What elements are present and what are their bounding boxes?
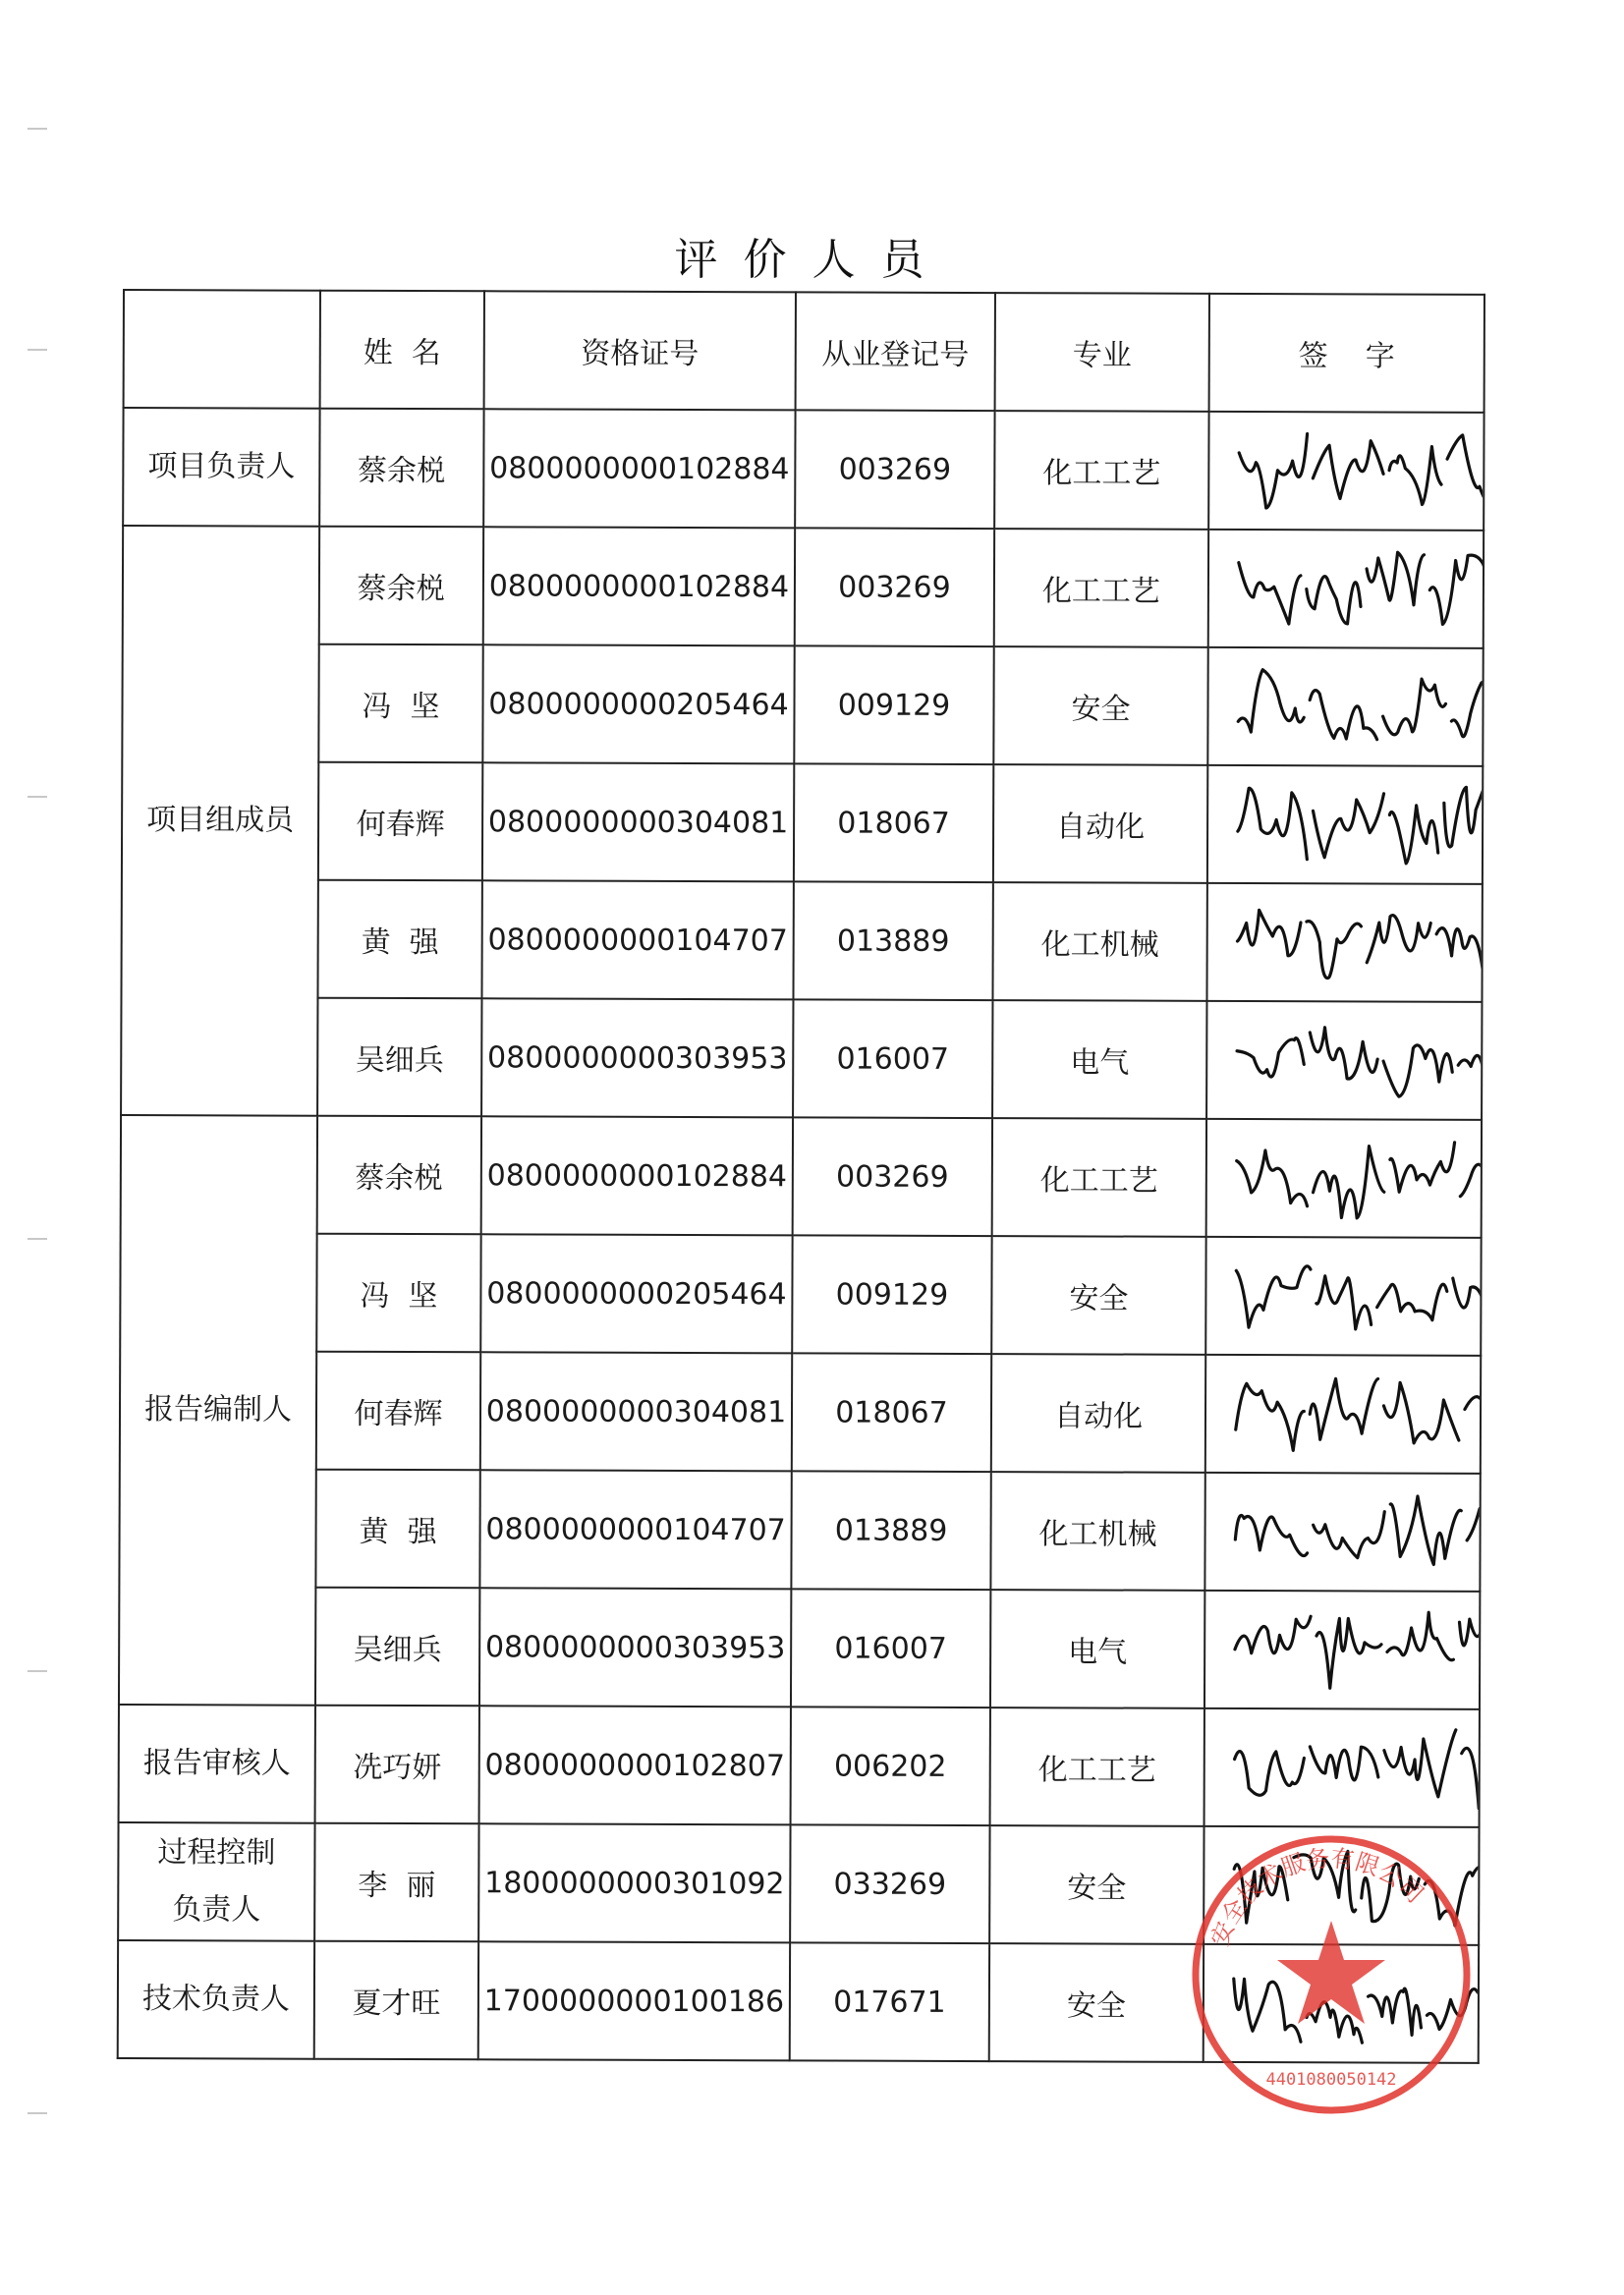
- table-row: [123, 526, 1484, 648]
- cert-no-cell: 0800000000102884: [483, 409, 795, 528]
- handwritten-signature: [1209, 531, 1483, 647]
- signature-cell: [1206, 1001, 1482, 1120]
- signature-stroke: [1235, 1493, 1480, 1567]
- signature-stroke: [1236, 1266, 1481, 1330]
- cert-no-cell: 0800000000102807: [479, 1706, 791, 1824]
- signature-cell: [1207, 765, 1483, 884]
- major-cell: 化工工艺: [994, 411, 1208, 530]
- reg-no-cell: 018067: [794, 763, 993, 882]
- signature-stroke: [1237, 910, 1482, 980]
- signature-cell: [1204, 1708, 1480, 1827]
- signature-cell: [1204, 1473, 1480, 1592]
- role-cell: 过程控制 负责人: [118, 1822, 314, 1941]
- cert-no-cell: 0800000000205464: [480, 1234, 792, 1353]
- name-cell: 夏才旺: [314, 1941, 478, 2060]
- major-cell: 化工工艺: [994, 529, 1208, 647]
- header-signature: 签 字: [1209, 294, 1484, 413]
- cert-no-cell: 0800000000104707: [481, 880, 793, 999]
- name-cell: 蔡余棁: [319, 527, 483, 645]
- major-cell: 安全: [989, 1825, 1204, 1944]
- role-cell: 报告编制人: [119, 1115, 317, 1706]
- handwritten-signature: [1206, 1238, 1480, 1355]
- reg-no-cell: 017671: [790, 1942, 989, 2061]
- signature-cell: [1208, 412, 1484, 531]
- handwritten-signature: [1205, 1709, 1479, 1826]
- header-cert-no: 资格证号: [484, 291, 796, 410]
- signature-stroke: [1239, 552, 1484, 625]
- reg-no-cell: 009129: [792, 1235, 991, 1354]
- handwritten-signature: [1207, 1120, 1481, 1237]
- cert-no-cell: 0800000000102884: [481, 1116, 793, 1235]
- handwritten-signature: [1209, 413, 1483, 530]
- table-row: [122, 761, 1483, 884]
- reg-no-cell: 013889: [791, 1471, 990, 1590]
- name-cell: 何春辉: [318, 762, 482, 881]
- major-cell: 自动化: [991, 1354, 1205, 1473]
- scan-mark: [28, 1238, 47, 1240]
- table-row: [119, 1587, 1480, 1709]
- reg-no-cell: 003269: [795, 410, 994, 529]
- table-row: [120, 1233, 1481, 1356]
- signature-stroke: [1236, 1378, 1481, 1451]
- table-row: [121, 1115, 1482, 1238]
- table-row: [122, 644, 1483, 766]
- cert-no-cell: 0800000000102884: [483, 527, 795, 645]
- reg-no-cell: 016007: [791, 1589, 990, 1707]
- cert-no-cell: 0800000000104707: [479, 1470, 791, 1589]
- role-cell: 报告审核人: [119, 1705, 315, 1823]
- handwritten-signature: [1207, 884, 1481, 1001]
- major-cell: 电气: [992, 1000, 1206, 1119]
- table-row: [119, 1469, 1480, 1592]
- cert-no-cell: 0800000000205464: [482, 644, 794, 763]
- major-cell: 化工机械: [992, 882, 1206, 1001]
- major-cell: 自动化: [993, 764, 1207, 883]
- table-row: [120, 1351, 1481, 1474]
- company-seal: [1184, 1827, 1479, 2122]
- reg-no-cell: 009129: [794, 645, 993, 764]
- signature-stroke: [1235, 1612, 1480, 1689]
- name-cell: 蔡余棁: [319, 409, 483, 528]
- signature-cell: [1206, 1119, 1482, 1238]
- name-cell: 冯 坚: [318, 644, 482, 763]
- svg-text:安全技术服务有限公司: [1205, 1844, 1428, 1949]
- signature-cell: [1204, 1591, 1480, 1709]
- scan-mark: [28, 2112, 47, 2114]
- reg-no-cell: 003269: [793, 1117, 992, 1236]
- major-cell: 安全: [989, 1943, 1204, 2062]
- signature-stroke: [1234, 1729, 1479, 1809]
- reg-no-cell: 033269: [790, 1824, 989, 1943]
- major-cell: 安全: [993, 646, 1207, 765]
- role-cell: 技术负责人: [118, 1940, 314, 2059]
- table-row: [121, 997, 1482, 1120]
- handwritten-signature: [1205, 1592, 1479, 1708]
- scan-mark: [28, 128, 47, 130]
- signature-stroke: [1236, 1142, 1481, 1218]
- scan-mark: [28, 796, 47, 798]
- seal-number: 4401080050142: [1265, 2070, 1397, 2090]
- table-row: [123, 408, 1484, 531]
- signature-stroke: [1239, 433, 1484, 509]
- cert-no-cell: 0800000000303953: [481, 998, 793, 1117]
- name-cell: 吴细兵: [315, 1588, 479, 1707]
- major-cell: 化工工艺: [990, 1707, 1204, 1826]
- header-role: [124, 290, 320, 409]
- reg-no-cell: 006202: [791, 1707, 990, 1825]
- handwritten-signature: [1207, 1002, 1481, 1119]
- signature-cell: [1207, 647, 1483, 766]
- signature-cell: [1205, 1237, 1481, 1356]
- seal-star: [1277, 1921, 1385, 2024]
- scan-mark: [28, 349, 47, 351]
- cert-no-cell: 1700000000100186: [478, 1941, 790, 2060]
- reg-no-cell: 003269: [795, 528, 994, 646]
- signature-cell: [1206, 883, 1482, 1002]
- seal-text: 安全技术服务有限公司: [1205, 1844, 1429, 1950]
- scan-mark: [28, 1670, 47, 1672]
- signature-cell: [1205, 1355, 1481, 1474]
- signature-stroke: [1238, 787, 1483, 865]
- reg-no-cell: 018067: [792, 1353, 991, 1472]
- table-row: [121, 879, 1482, 1002]
- role-cell: 项目组成员: [121, 526, 319, 1116]
- handwritten-signature: [1205, 1474, 1479, 1591]
- name-cell: 黄 强: [315, 1470, 479, 1589]
- name-cell: 何春辉: [316, 1352, 480, 1471]
- cert-no-cell: 1800000000301092: [478, 1823, 790, 1942]
- handwritten-signature: [1206, 1356, 1480, 1473]
- reg-no-cell: 016007: [793, 999, 992, 1118]
- cert-no-cell: 0800000000304081: [480, 1352, 792, 1471]
- cert-no-cell: 0800000000304081: [482, 762, 794, 881]
- reg-no-cell: 013889: [793, 881, 992, 1000]
- major-cell: 化工工艺: [992, 1118, 1206, 1237]
- cert-no-cell: 0800000000303953: [479, 1588, 791, 1707]
- table-row: [119, 1705, 1480, 1827]
- page-title: 评价人员: [674, 235, 950, 285]
- header-row: [124, 290, 1484, 413]
- name-cell: 蔡余棁: [317, 1116, 481, 1235]
- name-cell: 冯 坚: [316, 1234, 480, 1353]
- name-cell: 吴细兵: [317, 998, 481, 1117]
- signature-stroke: [1238, 670, 1483, 741]
- header-major: 专业: [995, 293, 1209, 412]
- major-cell: 电气: [990, 1590, 1204, 1708]
- role-cell: 项目负责人: [123, 408, 319, 527]
- handwritten-signature: [1208, 648, 1482, 765]
- name-cell: 冼巧妍: [315, 1706, 479, 1824]
- personnel-table: [117, 289, 1485, 2064]
- major-cell: 化工机械: [990, 1472, 1204, 1591]
- name-cell: 黄 强: [317, 880, 481, 999]
- header-name: 姓 名: [320, 291, 484, 410]
- header-reg-no: 从业登记号: [796, 292, 995, 411]
- handwritten-signature: [1208, 766, 1482, 883]
- signature-stroke: [1237, 1027, 1482, 1096]
- name-cell: 李 丽: [314, 1823, 478, 1942]
- major-cell: 安全: [991, 1236, 1205, 1355]
- signature-cell: [1208, 530, 1484, 648]
